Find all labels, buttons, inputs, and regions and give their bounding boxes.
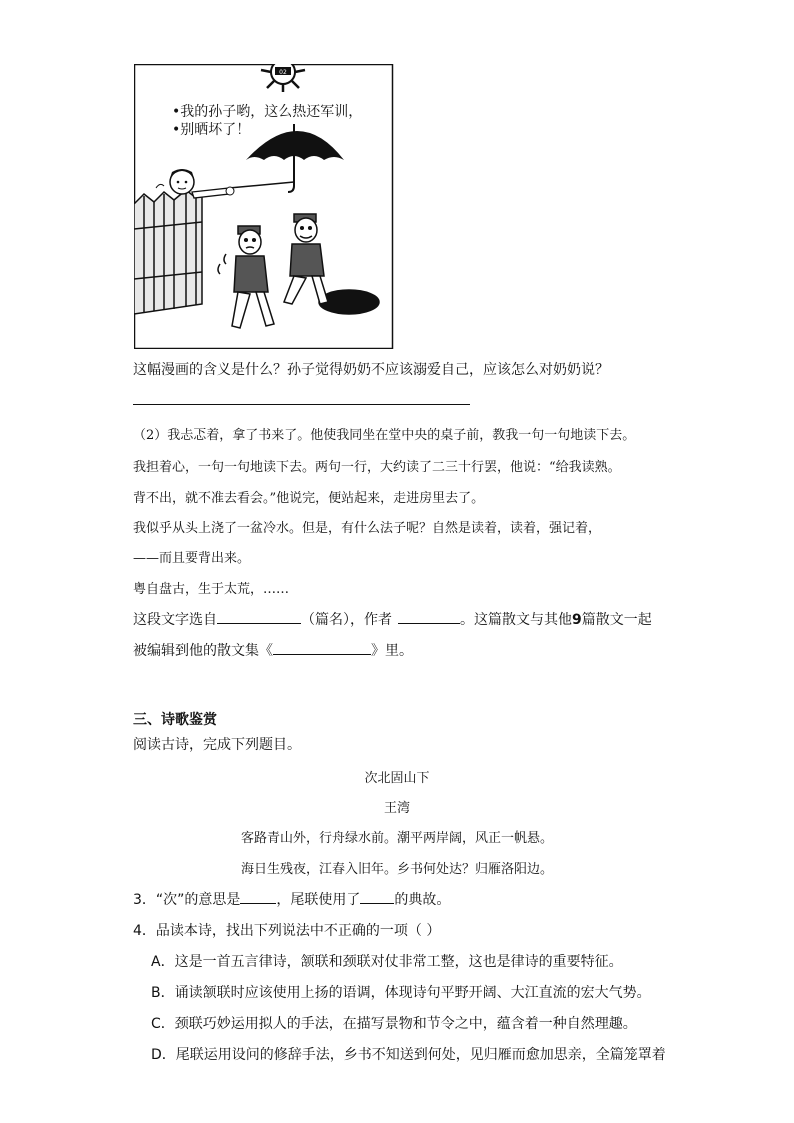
fill-sentence-2 [133, 640, 413, 660]
fence-drawing [134, 190, 202, 314]
q3-text-b: ，尾联使用了 [276, 892, 361, 908]
poem-line-1: 客路青山外，行舟绿水前。潮平两岸阔，风正一帆悬。 [240, 831, 553, 846]
blank-title[interactable] [217, 609, 301, 624]
answer-line[interactable] [133, 404, 470, 405]
fill-text-f: 被编辑到他的散文集《 [133, 643, 273, 659]
blank-allusion[interactable] [360, 889, 394, 904]
question-4-stem: 4．品读本诗，找出下列说法中不正确的一项（ ） [133, 923, 441, 939]
fill-sentence-1 [133, 609, 652, 629]
option-a[interactable]: A．这是一首五言律诗，颔联和颈联对仗非常工整，这也是律诗的重要特征。 [151, 954, 623, 970]
fill-text-e: 篇散文一起 [581, 612, 652, 628]
fill-text-d: 9 [572, 612, 582, 628]
poem-author: 王湾 [383, 801, 410, 816]
option-b[interactable]: B．诵读颔联时应该使用上扬的语调，体现诗句平野开阔、大江直流的宏大气势。 [151, 985, 651, 1001]
blank-ci-meaning[interactable] [240, 889, 276, 904]
poem-line-2: 海日生残夜，江春入旧年。乡书何处达？归雁洛阳边。 [240, 862, 553, 877]
passage-line-3: 背不出，就不准去看会。”他说完，便站起来，走进房里去了。 [133, 491, 485, 506]
question-3 [133, 889, 450, 909]
passage-line-1: （2）我忐忑着，拿了书来了。他使我同坐在堂中央的桌子前，教我一句一句地读下去。 [133, 428, 636, 443]
blank-author[interactable] [398, 609, 460, 624]
section-3-title: 三、诗歌鉴赏 [133, 712, 217, 728]
blank-collection[interactable] [273, 640, 371, 655]
cartoon-illustration [134, 64, 394, 349]
speech-line-2: •别晒坏了！ [172, 122, 251, 138]
q3-text-a: 3．“次”的意思是 [133, 892, 241, 908]
fill-text-c: 。这篇散文与其他 [460, 612, 572, 628]
option-d[interactable]: D．尾联运用设问的修辞手法，乡书不知送到何处，见归雁而愈加思亲，全篇笼罩着 [151, 1047, 666, 1063]
passage-line-4: 我似乎从头上浇了一盆冷水。但是，有什么法子呢？自然是读着，读着，强记着， [133, 521, 602, 536]
passage-line-6: 粤自盘古，生于太荒，…… [133, 582, 290, 597]
speech-line-1: •我的孙子哟，这么热还军训， [172, 104, 363, 120]
fill-text-g: 》里。 [371, 643, 413, 659]
fill-text-b: （篇名），作者 [301, 612, 392, 628]
poem-title: 次北固山下 [364, 771, 430, 786]
q3-text-c: 的典故。 [394, 892, 451, 908]
cartoon-question: 这幅漫画的含义是什么？孙子觉得奶奶不应该溺爱自己，应该怎么对奶奶说？ [133, 362, 609, 378]
option-c[interactable]: C．颈联巧妙运用拟人的手法，在描写景物和节令之中，蕴含着一种自然理趣。 [151, 1016, 637, 1032]
section-3-intro: 阅读古诗，完成下列题目。 [133, 737, 301, 753]
passage-line-5: ——而且要背出来。 [133, 551, 251, 566]
fill-text-a: 这段文字选自 [133, 612, 217, 628]
svg-text:02: 02 [279, 69, 287, 76]
passage-line-2: 我担着心，一句一句地读下去。两句一行，大约读了二三十行罢，他说：“给我读熟。 [133, 460, 621, 475]
